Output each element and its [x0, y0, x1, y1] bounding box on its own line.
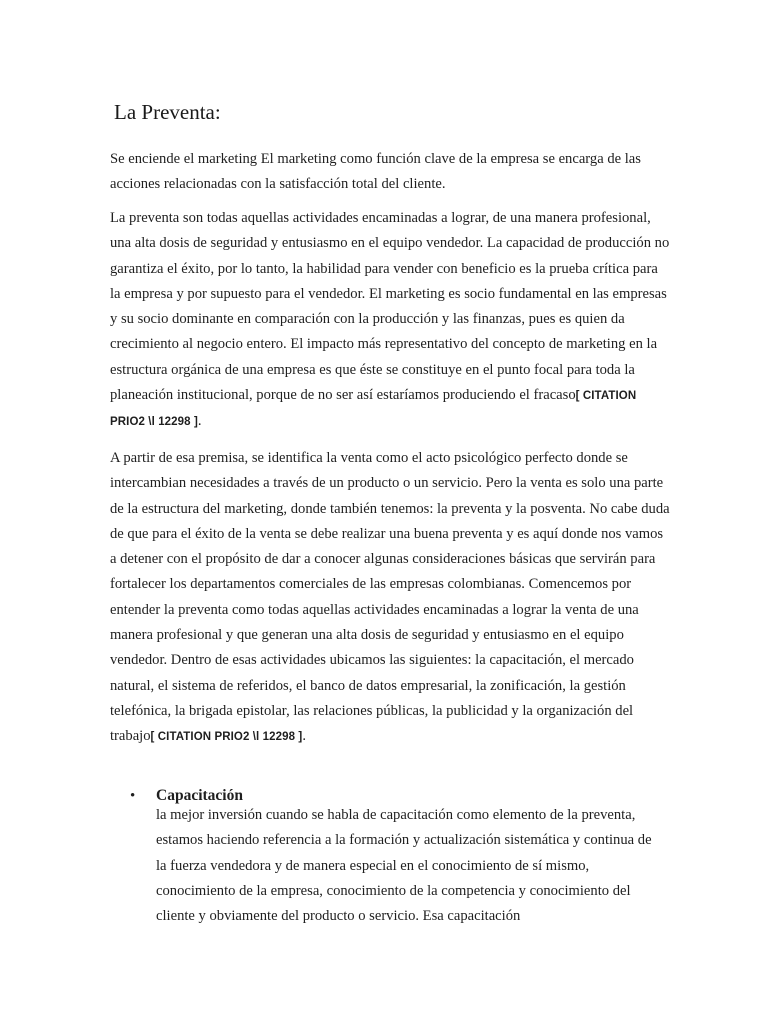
bullet-text: la mejor inversión cuando se habla de capacitación como elemento de la preventa, estamos haciendo referencia a la formación y actualización sistemática y continua de la fuerza vendedora y de manera especial en el conocimiento de sí mismo, conocimiento de la empresa, conocimiento de la competencia y conocimiento del cliente y obviamente del producto o servicio. Esa capacitación	[156, 807, 652, 925]
citation-field: [ CITATION PRIO2 \l 12298 ]	[110, 390, 637, 429]
paragraph-premisa	[110, 446, 670, 751]
bullet-point-icon: •	[130, 788, 136, 804]
paragraph-preventa	[110, 206, 670, 436]
citation-field: [ CITATION PRIO2 \l 12298 ]	[150, 731, 303, 744]
document-title: La Preventa:	[114, 100, 221, 124]
paragraph-end: .	[197, 413, 202, 430]
paragraph-end: .	[302, 728, 306, 745]
paragraph-preventa-text: La preventa son todas aquellas actividades encaminadas a lograr, de una manera profesional, una alta dosis de seguridad y entusiasmo en el equipo vendedor. La capacidad de producción no garantiza el éxito, por lo tanto, la habilidad para vender con beneficio es la prueba crítica para la empresa y por supuesto para el vendedor. El marketing es socio fundamental en las empresas y su socio dominante en comparación con la producción y las finanzas, pues es quien da crecimiento al negocio entero. El impacto más representativo del concepto de marketing en la estructura orgánica de una empresa es que éste se constituye en el punto focal para toda la planeación institucional, porque de no ser así estaríamos produciendo el fracaso	[110, 210, 670, 404]
paragraph-premisa-text: A partir de esa premisa, se identifica la venta como el acto psicológico perfecto donde se intercambian necesidades a través de un producto o un servicio. Pero la venta es solo una parte de la estructura del marketing, donde también tenemos: la preventa y la posventa. No cabe duda de que para el éxito de la venta se debe realizar una buena preventa y es aquí donde nos vamos a detener con el propósito de dar a conocer algunas consideraciones básicas que servirán para fortalecer los departamentos comerciales de las empresas colombianas. Comencemos por entender la preventa como todas aquellas actividades encaminadas a lograr la venta de una manera profesional y que generan una alta dosis de seguridad y entusiasmo en el equipo vendedor. Dentro de esas actividades ubicamos las siguientes: la capacitación, el mercado natural, el sistema de referidos, el banco de datos empresarial, la zonificación, la gestión telefónica, la brigada epistolar, las relaciones públicas, la publicidad y la organización del trabajo	[110, 450, 670, 745]
paragraph-intro: Se enciende el marketing El marketing como función clave de la empresa se encarga de las acciones relacionadas con la satisfacción total del cliente.	[110, 151, 641, 193]
bullet-heading: Capacitación	[156, 787, 243, 804]
